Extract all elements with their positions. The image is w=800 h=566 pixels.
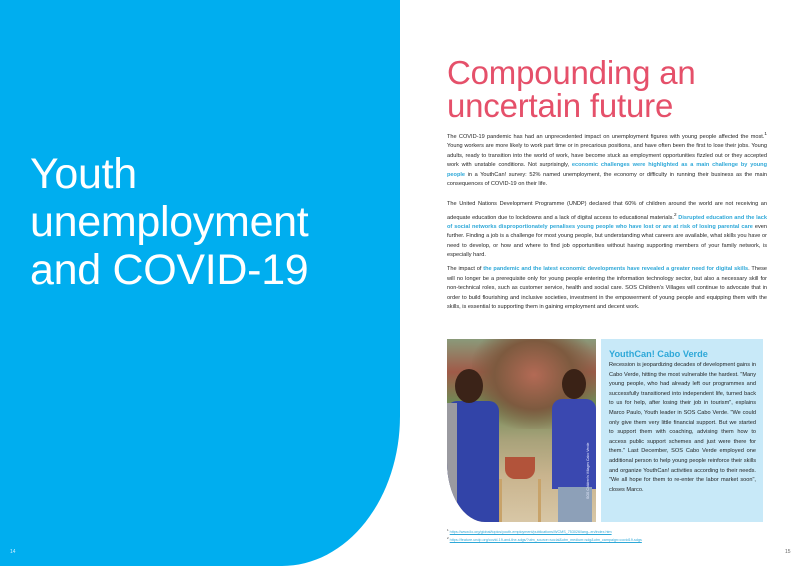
footnote-1 — [447, 527, 787, 535]
highlighted-text: economic challenges were highlighted as a main challenge by young people — [447, 162, 767, 178]
paragraph-2 — [447, 200, 767, 261]
photo-credit: SOS Children's Villages Cabo Verde — [586, 442, 590, 499]
page-number-right: 15 — [785, 549, 791, 555]
paragraph-text: The United Nations Development Programme (UNDP) declared that 60% of children around the world are not receiving an adequate education due to lockdowns and a lack of digital access to educational materials. — [447, 201, 767, 221]
footnote-2 — [447, 535, 787, 543]
paragraph-text: The COVID-19 pandemic has had an unprecedented impact on unemployment figures with young people affected the most. — [447, 133, 765, 140]
heading-line: uncertain future — [447, 87, 674, 124]
footnote-ref: 2 — [673, 211, 677, 217]
article-heading — [447, 56, 787, 122]
paragraph-text: in a YouthCan! survey: 52% named unemployment, the economy or difficulty in running their business as the main consequences of COVID-19 on their life. — [447, 171, 767, 188]
footnote-number: 2 — [447, 536, 449, 541]
paragraph-3 — [447, 265, 767, 313]
photo-two-young-men — [447, 339, 596, 522]
paragraph-text: The impact of — [447, 266, 484, 272]
highlighted-text: Disrupted education and the lack of social networks disproportionately penalises young people who have lost or are at risk of losing parental care — [447, 214, 767, 230]
right-page — [400, 0, 800, 566]
section-title-line: and COVID-19 — [30, 246, 309, 294]
section-title — [30, 150, 390, 294]
paragraph-text: . These will no longer be a prerequisite only for young people entering the information technology sector, but also a necessary skill for non-technical roles, such as customer service, health and social care. SOS Children's Villages will continue to advocate that in order to build flourishing and inclusive societies, investment in the empowerment of young people and equipping them with the skills, is essential to supporting them in gaining employment and decent work. — [447, 266, 767, 310]
footnote-ref: 1 — [764, 131, 767, 136]
footnote-link[interactable]: https://feature.undp.org/covid-19-and-the-sdgs/?utm_source=social&utm_medium=sdg&utm_campaign=covid19-sdgs — [449, 538, 642, 543]
photo-plant-stand — [499, 479, 541, 522]
heading-line: Compounding an — [447, 54, 696, 91]
callout-box — [601, 339, 763, 522]
footnotes — [447, 527, 787, 543]
section-title-line: unemployment — [30, 198, 309, 246]
footnote-link[interactable]: https://www.ilo.org/global/topics/youth-employment/publications/WCMS_753026/lang--en/index.htm — [449, 530, 612, 535]
callout-title: YouthCan! Cabo Verde — [609, 349, 708, 359]
paragraph-text: Young workers are more likely to work part time or in precarious positions, and have often been the first to lose their jobs. Young adults, ready to transition into the world of work, have become stuck as employment opportunities fizzled out or they accepted work with unstable conditions. Not surprisingly, — [447, 143, 767, 169]
highlighted-text: the pandemic and the latest economic developments have revealed a greater need for digital skills — [483, 266, 749, 272]
section-title-line: Youth — [30, 150, 137, 198]
paragraph-text: even further. Finding a job is a challenge for most young people, but understanding what careers are available, what skills you have or need to develop, or how and where to find job opportunities without having supporting members of your family network, is especially hard. — [447, 223, 767, 259]
photo-person-left — [447, 369, 499, 522]
callout-body: Recession is jeopardizing decades of development gains in Cabo Verde, hitting the most vulnerable the hardest. "Many young people, who had already left our programmes and successfully transitioned into independent life, turned back to us for help, after losing their job in tourism", explains Marco Paulo, Youth leader in SOS Cabo Verde. "We could only give them very little financial support. But we started to support them with coaching, advising them how to access public support schemes and just were there for them." Last December, SOS Cabo Verde employed one additional person to help young people reinforce their skills and organize YouthCan! activities according to their needs. "We all hope for them to re-enter the labor market soon", closes Marco. — [609, 362, 756, 493]
photo-plant-pot — [505, 457, 535, 479]
footnote-number: 1 — [447, 528, 449, 532]
page-number-left: 14 — [10, 549, 16, 555]
paragraph-1 — [447, 129, 767, 190]
